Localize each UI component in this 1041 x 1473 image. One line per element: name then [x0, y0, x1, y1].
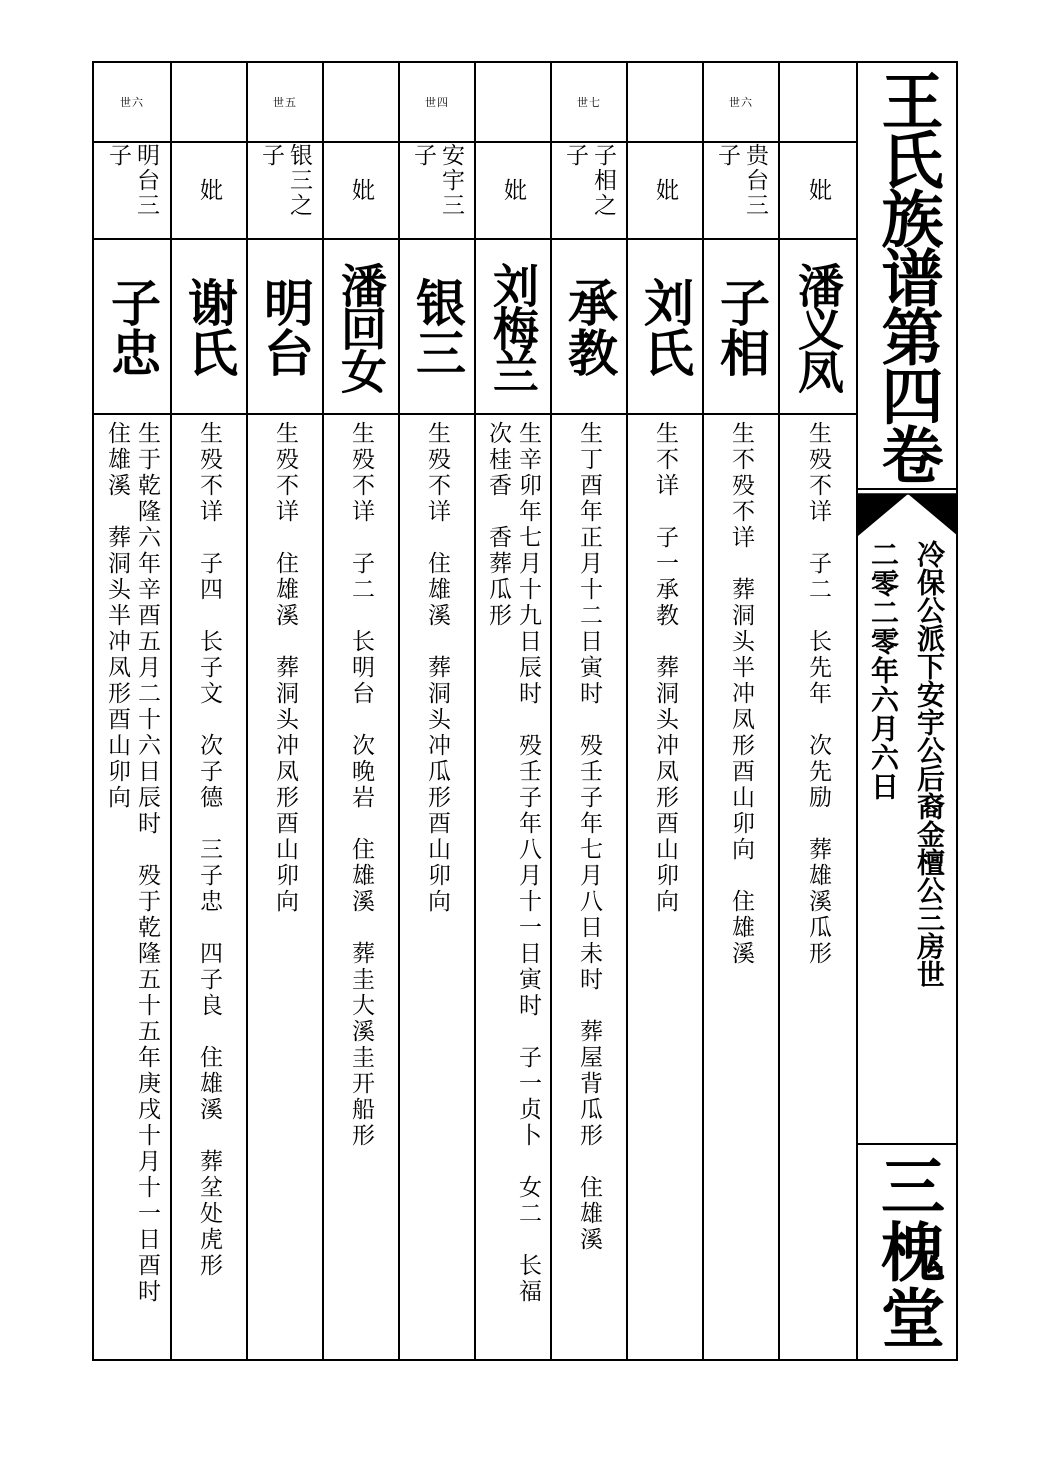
person-bio: 生殁不详 住雄溪 葬洞头冲瓜形酉山卯向: [424, 421, 450, 915]
person-name: 谢氏: [180, 276, 239, 377]
person-column: [778, 63, 856, 1359]
person-bio: 生于乾隆六年辛酉五月二十六日辰时 殁于乾隆五十五年庚戌十月十一日酉时 住雄溪 葬洞头半冲凤形酉山卯向: [104, 421, 160, 1331]
person-column: [170, 63, 246, 1359]
relation-label: 妣: [652, 178, 678, 203]
relation-label: 妣: [500, 178, 526, 203]
person-bio: 生殁不详 住雄溪 葬洞头冲凤形酉山卯向: [272, 421, 298, 915]
person-column: [702, 63, 778, 1359]
person-bio: 生殁不详 子四 长子文 次子德 三子忠 四子良 住雄溪 葬坌处虎形: [196, 421, 222, 1279]
person-bio: 生殁不详 子二 长明台 次晚岩 住雄溪 葬圭大溪圭开船形: [348, 421, 374, 1149]
generation-label: [172, 63, 246, 141]
relation-label: 安宇三子: [410, 143, 464, 218]
generation-label: [780, 63, 856, 141]
generation-label: 世五: [273, 96, 297, 109]
book-subtitle: 冷保公派下安宇公后裔金檀公三房世: [913, 540, 946, 988]
person-name: 潘义凤: [791, 262, 845, 391]
person-column: [398, 63, 474, 1359]
person-column: [626, 63, 702, 1359]
relation-label: 妣: [196, 178, 222, 203]
person-name: 明台: [256, 276, 315, 377]
person-name: 刘梅兰: [486, 262, 540, 391]
person-bio: 生丁酉年正月十二日寅时 殁壬子年七月八日未时 葬屋背瓜形 住雄溪: [576, 421, 602, 1253]
person-column: [246, 63, 322, 1359]
relation-label: 贵台三子: [714, 143, 768, 218]
generation-label: [628, 63, 702, 141]
person-name: 潘回女: [334, 262, 388, 391]
generation-label: [324, 63, 398, 141]
book-date: 二零二零年六月六日: [867, 540, 900, 801]
book-title: 王氏族谱第四卷: [871, 69, 944, 482]
generation-label: [476, 63, 550, 141]
person-bio: 生不殁不详 葬洞头半冲凤形酉山卯向 住雄溪: [728, 421, 754, 967]
title-column: [856, 63, 956, 1359]
person-column: [322, 63, 398, 1359]
relation-label: 银三之子: [258, 143, 312, 218]
person-name: 子忠: [103, 276, 162, 377]
genealogy-page: [92, 61, 958, 1361]
person-name: 银三: [408, 276, 467, 377]
person-name: 刘氏: [636, 276, 695, 377]
relation-label: 明台三子: [105, 143, 159, 218]
person-name: 子相: [712, 276, 771, 377]
person-column: [94, 63, 170, 1359]
person-bio: 生不详 子一承教 葬洞头冲凤形酉山卯向: [652, 421, 678, 915]
generation-label: 世六: [120, 96, 144, 109]
fish-tail-ornament: [858, 488, 958, 536]
person-name: 承教: [560, 276, 619, 377]
hall-name: 三槐堂: [870, 1153, 945, 1351]
relation-label: 子相之子: [562, 143, 616, 218]
person-bio: 生辛卯年七月十九日辰时 殁壬子年八月十一日寅时 子一贞卜 女二 长福 次桂香 香葬瓜形: [485, 421, 541, 1331]
generation-label: 世四: [425, 96, 449, 109]
relation-label: 妣: [348, 178, 374, 203]
generation-label: 世六: [729, 96, 753, 109]
generation-label: 世七: [577, 96, 601, 109]
relation-label: 妣: [805, 178, 831, 203]
person-column: [550, 63, 626, 1359]
person-bio: 生殁不详 子二 长先年 次先励 葬雄溪瓜形: [805, 421, 831, 967]
person-column: [474, 63, 550, 1359]
